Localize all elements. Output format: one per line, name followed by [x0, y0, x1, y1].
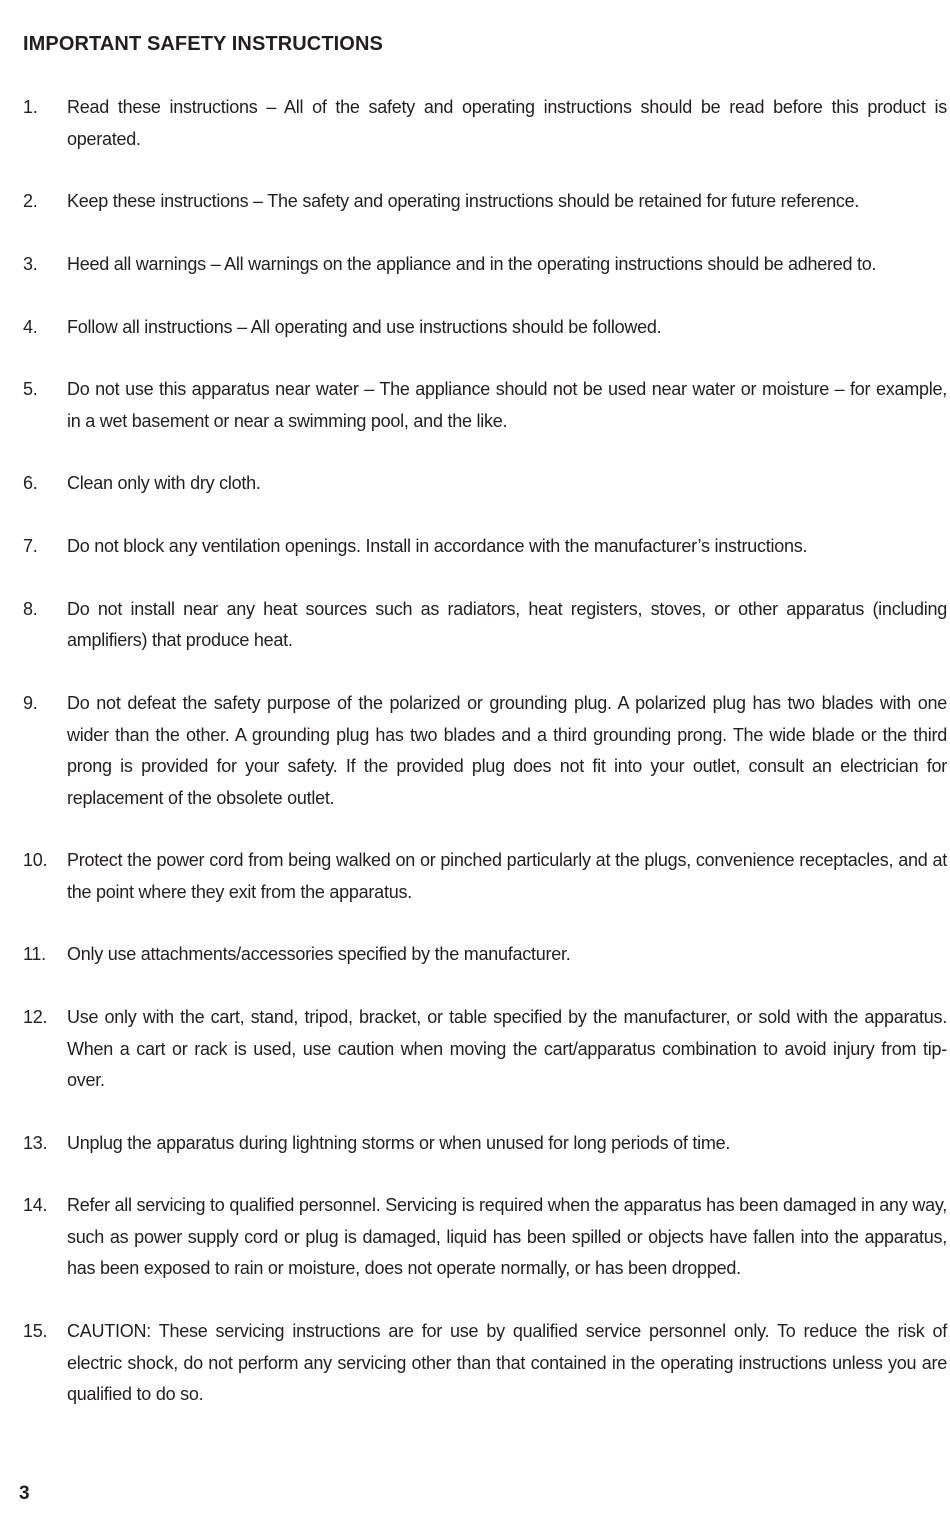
instruction-number: 10. [23, 850, 48, 871]
instruction-number: 14. [23, 1195, 48, 1216]
instruction-item [0, 845, 950, 908]
instruction-item [0, 186, 950, 218]
instruction-text: Use only with the cart, stand, tripod, bracket, or table specified by the manufacturer, or sold with the apparatus. When a cart or rack is used, use caution when moving the cart/apparatus combination to avoid injury from tip-over. [67, 1007, 947, 1091]
instruction-text: Do not install near any heat sources such as radiators, heat registers, stoves, or other apparatus (including amplifiers) that produce heat. [67, 598, 947, 651]
instruction-item [0, 939, 950, 971]
instruction-number: 4. [23, 316, 38, 337]
instruction-number: 1. [23, 97, 38, 117]
page-number: 3 [19, 1483, 30, 1504]
instruction-item [0, 92, 950, 155]
instruction-text: Unplug the apparatus during lightning storms or when unused for long periods of time. [67, 1132, 731, 1153]
instruction-number: 12. [23, 1007, 48, 1028]
instruction-number: 13. [23, 1132, 48, 1153]
instruction-item [0, 1128, 950, 1160]
instruction-text: Clean only with dry cloth. [67, 473, 261, 494]
instruction-number: 3. [23, 253, 38, 274]
instruction-text: Follow all instructions – All operating and use instructions should be followed. [67, 316, 662, 337]
instruction-number: 2. [23, 191, 38, 212]
instruction-text: CAUTION: These servicing instructions are for use by qualified service personnel only. To reduce the risk of electric shock, do not perform any servicing other than that contained in the operating instructions unless you are qualified to do so. [67, 1321, 947, 1405]
safety-instructions-list [0, 92, 950, 1442]
instruction-number: 8. [23, 598, 38, 619]
instruction-text: Protect the power cord from being walked on or pinched particularly at the plugs, convenience receptacles, and at the point where they exit from the apparatus. [67, 850, 947, 902]
instruction-item [0, 1002, 950, 1097]
instruction-number: 9. [23, 693, 38, 713]
instruction-text: Keep these instructions – The safety and operating instructions should be retained for future reference. [67, 191, 860, 212]
instruction-number: 6. [23, 473, 38, 494]
instruction-text: Heed all warnings – All warnings on the appliance and in the operating instructions should be adhered to. [67, 253, 877, 274]
instruction-text: Do not defeat the safety purpose of the polarized or grounding plug. A polarized plug has two blades with one wider than the other. A grounding plug has two blades and a third grounding prong. The wide blade or the third prong is provided for your safety. If the provided plug does not fit into your outlet, consult an electrician for replacement of the obsolete outlet. [67, 693, 947, 808]
instruction-text: Only use attachments/accessories specified by the manufacturer. [67, 944, 571, 965]
instruction-item [0, 1316, 950, 1411]
instruction-item [0, 374, 950, 437]
instruction-item [0, 468, 950, 500]
instruction-item [0, 1190, 950, 1285]
instruction-item [0, 249, 950, 281]
instruction-text: Read these instructions – All of the safety and operating instructions should be read before this product is operated. [67, 97, 947, 149]
instruction-number: 15. [23, 1321, 48, 1342]
instruction-text: Refer all servicing to qualified personnel. Servicing is required when the apparatus has been damaged in any way, such as power supply cord or plug is damaged, liquid has been spilled or objects have fallen into the apparatus, has been exposed to rain or moisture, does not operate normally, or has been dropped. [67, 1195, 947, 1279]
instruction-item [0, 312, 950, 344]
instruction-text: Do not block any ventilation openings. Install in accordance with the manufacturer’s instructions. [67, 536, 808, 557]
instruction-number: 7. [23, 536, 38, 557]
instruction-item [0, 531, 950, 563]
instruction-number: 11. [23, 944, 46, 965]
page-title: IMPORTANT SAFETY INSTRUCTIONS [23, 33, 383, 55]
instruction-item [0, 594, 950, 657]
instruction-text: Do not use this apparatus near water – The appliance should not be used near water or moisture – for example, in a wet basement or near a swimming pool, and the like. [67, 379, 947, 431]
instruction-item [0, 688, 950, 814]
instruction-number: 5. [23, 379, 38, 400]
